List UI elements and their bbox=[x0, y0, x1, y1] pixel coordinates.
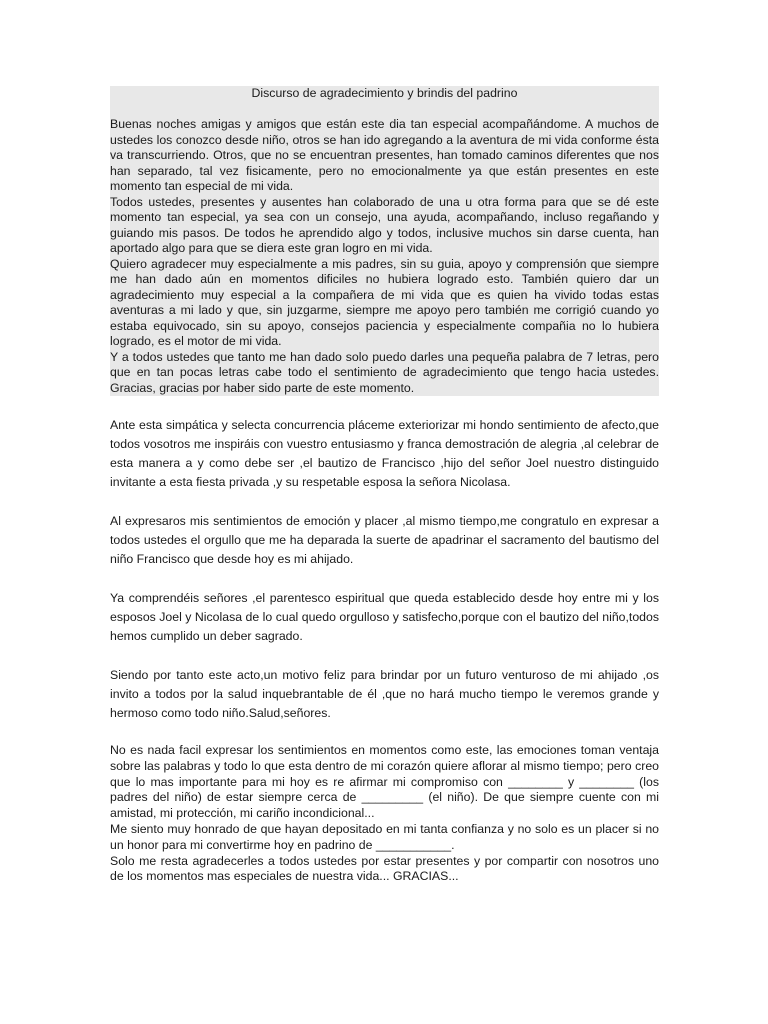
toast-section-1 bbox=[110, 416, 659, 492]
closing-paragraph-1: No es nada facil expresar los sentimientos en momentos como este, las emociones toman ventaja sobre las palabras y todo lo que esta dentro de mi corazón quiere aflorar al mismo tiempo; pero creo que lo mas importante para mi hoy es re afirmar mi compromiso con ________ y ________ (los padres del niño) de estar siempre cerca de _________ (el niño). De que siempre cuente con mi amistad, mi protección, mi cariño incondicional... bbox=[110, 743, 659, 821]
toast-section-4 bbox=[110, 666, 659, 723]
toast-section-3 bbox=[110, 589, 659, 646]
toast-section-2 bbox=[110, 512, 659, 569]
highlighted-speech-block bbox=[110, 86, 659, 396]
toast-paragraph-3: Ya comprendéis señores ,el parentesco espiritual que queda establecido desde hoy entre mi y los esposos Joel y Nicolasa de lo cual quedo orgulloso y satisfecho,porque con el bautizo del niño,todos hemos cumplido un deber sagrado. bbox=[110, 591, 659, 643]
closing-paragraph-3: Solo me resta agradecerles a todos ustedes por estar presentes y por compartir con nosotros uno de los momentos mas especiales de nuestra vida... GRACIAS... bbox=[110, 853, 659, 884]
toast-paragraph-2: Al expresaros mis sentimientos de emoción y placer ,al mismo tiempo,me congratulo en expresar a todos ustedes el orgullo que me ha deparada la suerte de apadrinar el sacramento del bautismo del niño Francisco que desde hoy es mi ahijado. bbox=[110, 514, 659, 566]
document-title: Discurso de agradecimiento y brindis del padrino bbox=[251, 86, 518, 100]
document-page bbox=[110, 86, 659, 885]
highlighted-paragraph-4: Y a todos ustedes que tanto me han dado solo puedo darles una pequeña palabra de 7 letras, pero que en tan pocas letras cabe todo el sentimiento de agradecimiento que tengo hacia ustedes. Gracias, gracias por haber sido parte de este momento. bbox=[110, 349, 659, 395]
highlighted-paragraph-3: Quiero agradecer muy especialmente a mis padres, sin su guia, apoyo y comprensión que siempre me han dado aún en momentos dificiles no hubiera logrado esto. También quiero dar un agradecimiento muy especial a la compañera de mi vida que es quien ha vivido todas estas aventuras a mi lado y que, sin juzgarme, siempre me apoyo pero también me corrigió cuando yo estaba equivocado, sin su apoyo, consejos paciencia y especialmente compañia no lo hubiera logrado, es el motor de mi vida. bbox=[110, 256, 659, 348]
toast-paragraph-1: Ante esta simpática y selecta concurrencia pláceme exteriorizar mi hondo sentimiento de afecto,que todos vosotros me inspiráis con vuestro entusiasmo y franca demostración de alegria ,al celebrar de esta manera a y como debe ser ,el bautizo de Francisco ,hijo del señor Joel nuestro distinguido invitante a esta fiesta privada ,y su respetable esposa la señora Nicolasa. bbox=[110, 418, 659, 489]
blank-line bbox=[110, 102, 659, 118]
highlighted-paragraph-1: Buenas noches amigas y amigos que están este dia tan especial acompañándome. A muchos de ustedes los conozco desde niño, otros se han ido agregando a la aventura de mi vida conforme ésta va transcurriendo. Otros, que no se encuentran presentes, han tomado caminos diferentes que nos han separado, tal vez fisicamente, pero no emocionalmente ya que están presentes en este momento tan especial de mi vida. bbox=[110, 117, 659, 193]
toast-paragraph-4: Siendo por tanto este acto,un motivo feliz para brindar por un futuro venturoso de mi ahijado ,os invito a todos por la salud inquebrantable de él ,que no hará mucho tiempo le veremos grande y hermoso como todo niño.Salud,señores. bbox=[110, 668, 659, 720]
closing-section bbox=[110, 743, 659, 885]
closing-paragraph-2: Me siento muy honrado de que hayan depositado en mi tanta confianza y no solo es un placer si no un honor para mi convertirme hoy en padrino de ___________. bbox=[110, 821, 659, 852]
highlighted-paragraph-2: Todos ustedes, presentes y ausentes han colaborado de una u otra forma para que se dé este momento tan especial, ya sea con un consejo, una ayuda, acompañando, incluso regañando y guiando mis pasos. De todos he aprendido algo y todos, inclusive muchos sin darse cuenta, han aportado algo para que se diera este gran logro en mi vida. bbox=[110, 194, 659, 255]
